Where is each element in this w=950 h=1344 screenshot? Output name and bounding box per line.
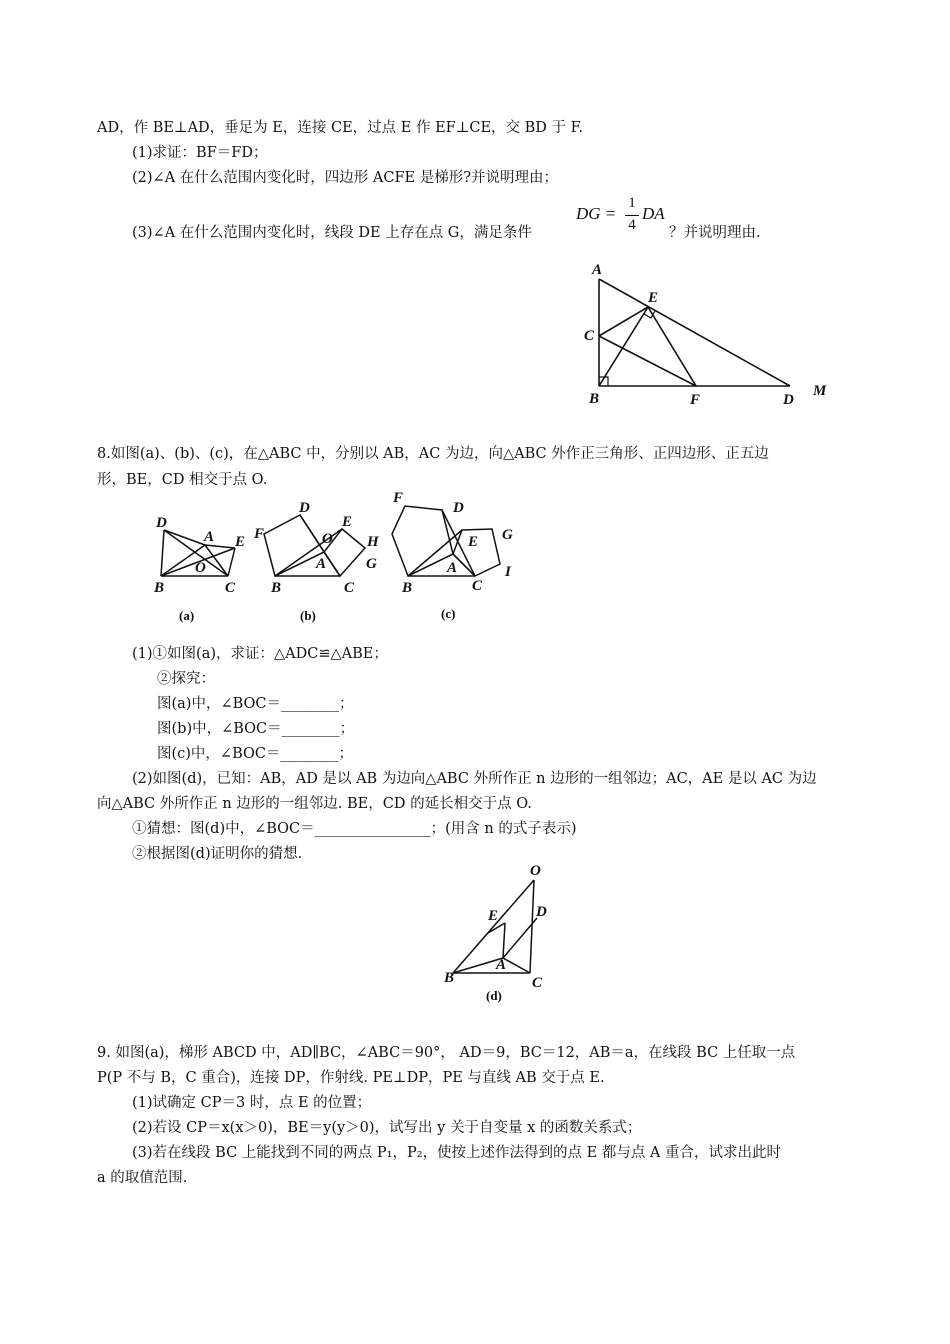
p8-figure-d [430,860,560,1010]
p8-question-1-b: 图(b)中，∠BOC＝________； [157,721,355,737]
p8-question-1-c: 图(c)中，∠BOC＝________； [157,746,353,762]
fig-d-caption: (d) [486,988,502,1003]
fig-c-label-G: G [502,527,513,543]
fig-c-label-B: B [402,580,413,596]
p9-question-3-line2: a 的取值范围. [97,1170,188,1186]
fig-b-label-G: G [366,556,377,572]
p7-label-E: E [648,290,659,306]
fig-b-label-F: F [254,526,265,542]
p9-intro-line1: 9. 如图(a)，梯形 ABCD 中，AD∥BC，∠ABC＝90°， AD＝9，BC＝12，AB＝a，在线段 BC 上任取一点 [97,1045,796,1061]
fig-b-caption: (b) [300,608,316,623]
p8-figures-abc [140,488,540,628]
formula-numerator: 1 [628,195,636,211]
p8-question-1-a: 图(a)中，∠BOC＝________； [157,696,354,712]
p8-question-2-prove: ②根据图(d)证明你的猜想. [132,846,303,862]
p7-label-A: A [592,262,603,278]
p7-label-B: B [589,391,600,407]
fig-c-label-A: A [447,560,458,576]
p8-intro-line1: 8.如图(a)、(b)、(c)，在△ABC 中，分别以 AB，AC 为边，向△ABC 外作正三角形、正四边形、正五边 [97,446,769,462]
fig-a-label-C: C [225,580,236,596]
p9-question-1: (1)试确定 CP＝3 时，点 E 的位置； [132,1095,372,1111]
fig-b-label-D: D [299,500,310,516]
fig-d-label-C: C [532,975,543,991]
fig-d-label-D: D [536,904,547,920]
fig-d-label-O: O [530,863,541,879]
fig-a-label-E: E [235,534,246,550]
fig-a-caption: (a) [179,608,195,623]
fig-d-label-B: B [444,970,455,986]
p9-intro-line2: P(P 不与 B，C 重合)，连接 DP，作射线. PE⊥DP，PE 与直线 AB 交于点 E. [97,1070,605,1086]
fig-c-label-I: I [505,564,511,580]
p7-question-1: (1)求证：BF＝FD； [132,145,268,161]
fig-b-label-C: C [344,580,355,596]
fig-d-label-A: A [496,957,507,973]
fig-c-caption: (c) [441,606,456,621]
p8-question-1-explore: ②探究： [157,671,215,687]
p7-label-F: F [690,392,701,408]
fig-c-label-D: D [453,500,464,516]
fig-b-label-E: E [342,514,353,530]
fig-a-label-A: A [204,529,215,545]
fig-b-label-H: H [367,534,379,550]
p7-intro: AD，作 BE⊥AD，垂足为 E，连接 CE，过点 E 作 EF⊥CE，交 BD 于 F. [97,120,584,136]
fig-b-label-B: B [271,580,282,596]
p7-question-3-tail: ？并说明理由. [669,225,761,241]
p7-question-3: (3)∠A 在什么范围内变化时，线段 DE 上存在点 G，满足条件 [132,225,532,241]
fig-c-label-E: E [468,534,479,550]
p7-figure [578,258,838,410]
p8-question-2-line1: (2)如图(d)，已知：AB，AD 是以 AB 为边向△ABC 外所作正 n 边形的一组邻边；AC，AE 是以 AC 为边 [132,771,817,787]
fig-a-label-O: O [195,560,206,576]
p7-label-M: M [813,383,827,399]
fig-c-label-C: C [472,578,483,594]
fig-c-label-F: F [393,490,404,506]
p7-question-2: (2)∠A 在什么范围内变化时，四边形 ACFE 是梯形?并说明理由； [132,170,558,186]
fig-a-label-B: B [154,580,165,596]
formula-lhs: DG = [576,204,617,223]
p8-question-1: (1)①如图(a)，求证：△ADC≌△ABE； [132,646,388,662]
fig-b-label-A: A [316,556,327,572]
p8-question-2-line2: 向△ABC 外所作正 n 边形的一组邻边. BE，CD 的延长相交于点 O. [97,796,532,812]
p9-question-2: (2)若设 CP＝x(x＞0)，BE＝y(y＞0)，试写出 y 关于自变量 x 的函数关系式； [132,1120,642,1136]
p8-question-2-guess: ①猜想：图(d)中，∠BOC＝________________；(用含 n 的式子表示) [132,821,577,837]
fig-b-label-O: O [322,531,333,547]
formula-fraction-bar [625,215,639,216]
p7-label-C: C [584,328,595,344]
formula-rhs: DA [642,204,665,223]
fig-d-label-E: E [488,908,499,924]
fig-a-label-D: D [156,515,167,531]
p7-label-D: D [783,392,794,408]
p8-intro-line2: 形，BE，CD 相交于点 O. [97,472,268,488]
p9-question-3-line1: (3)若在线段 BC 上能找到不同的两点 P₁，P₂，使按上述作法得到的点 E 都与点 A 重合，试求出此时 [132,1145,782,1161]
formula-denominator: 4 [628,217,636,233]
